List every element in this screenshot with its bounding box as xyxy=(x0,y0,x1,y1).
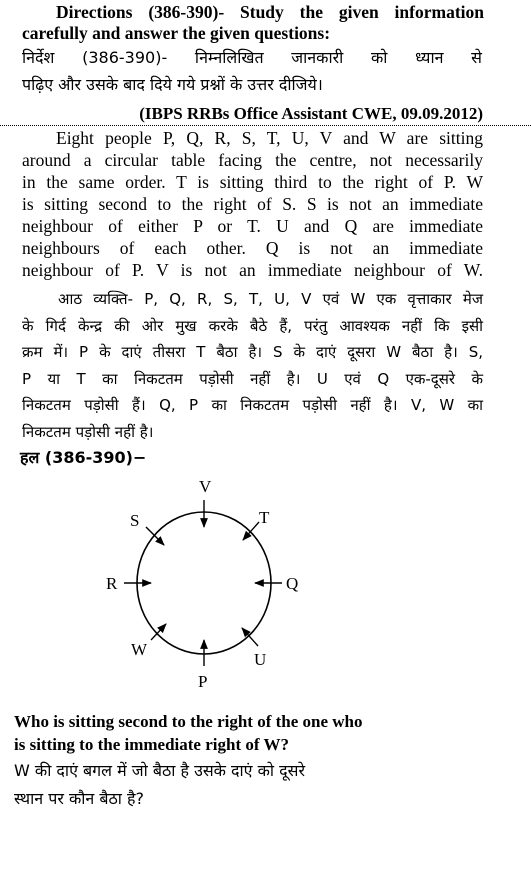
seat-arrow xyxy=(243,522,259,540)
seat-arrow xyxy=(242,628,258,646)
seat-label: S xyxy=(130,511,140,530)
solution-label: हल (386-390)− xyxy=(20,448,147,467)
seating-diagram xyxy=(100,474,310,694)
directions-en-text: Directions (386-390)- Study the given information carefully and answer the given questions: xyxy=(22,2,484,43)
seat-label: P xyxy=(198,672,208,691)
seat-label: U xyxy=(254,650,267,669)
seat-label: Q xyxy=(286,574,299,593)
passage-hi-line: आठ व्यक्ति- P, Q, R, S, T, U, V एवं W एक वृत्ताकार मेज xyxy=(58,290,483,308)
directions-en xyxy=(22,2,484,44)
passage-en-line: neighbour of either P or T. U and Q are immediate xyxy=(22,216,483,236)
passage-hi-line: के गिर्द केन्द्र की ओर मुख करके बैठे हैं, परंतु आवश्यक नहीं कि इसी xyxy=(22,316,483,335)
seat-label: V xyxy=(199,477,212,496)
directions-hi-line1: निर्देश (386-390)- निम्नलिखित जानकारी को ध्यान से xyxy=(22,48,482,67)
source-citation: (IBPS RRBs Office Assistant CWE, 09.09.2012) xyxy=(139,104,483,123)
seat-arrow xyxy=(151,624,166,640)
question-en-line2: is sitting to the immediate right of W? xyxy=(14,735,289,754)
directions-hi-line2: पढ़िए और उसके बाद दिये गये प्रश्नों के उत्तर दीजिये। xyxy=(22,75,323,94)
passage-en-line: Eight people P, Q, R, S, T, U, V and W are sitting xyxy=(56,128,483,148)
seat-label: T xyxy=(259,508,270,527)
seat-label: R xyxy=(106,574,118,593)
passage-en xyxy=(22,127,483,281)
question-hi xyxy=(14,757,305,813)
passage-hi-line: निकटतम पड़ोसी नहीं है। xyxy=(22,422,154,441)
passage-hi xyxy=(22,286,483,445)
passage-hi-line: निकटतम पड़ोसी हैं। Q, P का निकटतम पड़ोसी नहीं है। V, W का xyxy=(22,396,483,414)
passage-hi-line: क्रम में। P के दाएं तीसरा T बैठा है। S के दाएं दूसरा W बैठा है। S, xyxy=(22,343,483,361)
passage-en-line: is sitting second to the right of S. S is not an immediate xyxy=(22,194,483,214)
question-en-line1: Who is sitting second to the right of the one who xyxy=(14,712,363,731)
passage-en-line: neighbours of each other. Q is not an immediate xyxy=(22,238,483,258)
seat-label: W xyxy=(131,640,148,659)
passage-en-line: in the same order. T is sitting third to the right of P. W xyxy=(22,172,483,192)
passage-hi-line: P या T का निकटतम पड़ोसी नहीं है। U एवं Q एक-दूसरे के xyxy=(22,369,483,388)
question-hi-line1: W की दाएं बगल में जो बैठा है उसके दाएं को दूसरे xyxy=(14,761,305,780)
dotted-divider xyxy=(0,125,531,126)
question-hi-line2: स्थान पर कौन बैठा है? xyxy=(14,789,145,808)
directions-hi xyxy=(22,44,482,98)
question-en xyxy=(14,710,363,756)
passage-en-line: neighbour of P. V is not an immediate neighbour of W. xyxy=(22,260,483,280)
passage-en-line: around a circular table facing the centre, not necessarily xyxy=(22,150,483,170)
